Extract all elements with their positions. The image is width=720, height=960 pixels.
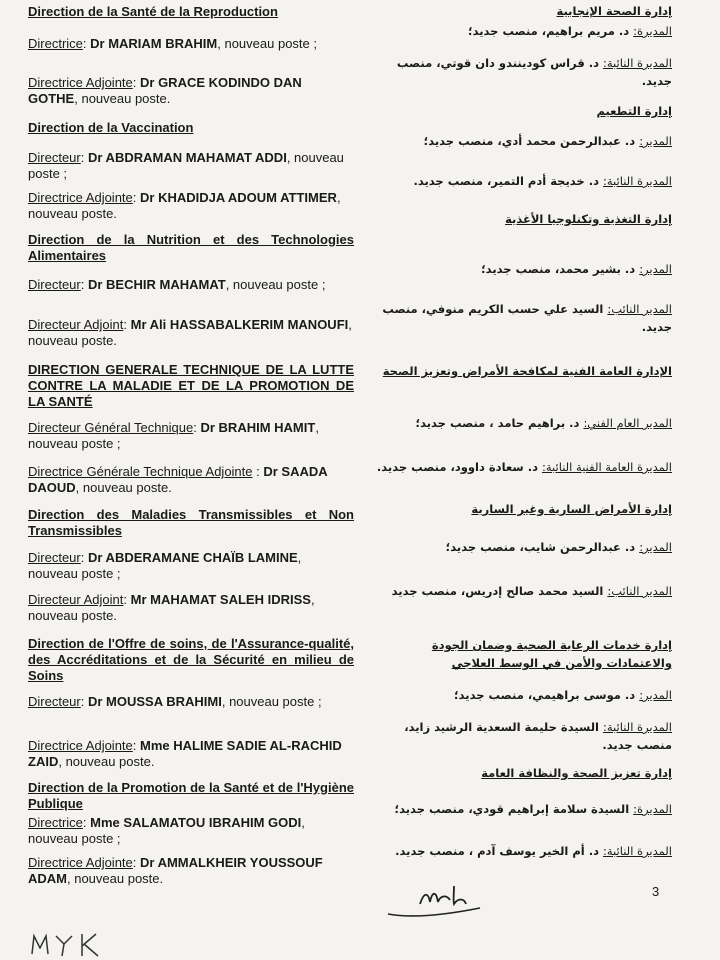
appointment-status: , nouveau poste.	[28, 190, 341, 221]
role-separator: :	[80, 550, 88, 565]
section-heading-fr: Direction de la Santé de la Reproduction	[28, 4, 278, 19]
role-label-ar: المدير:	[639, 134, 672, 148]
role-separator: :	[193, 420, 201, 435]
appointment-status: , nouveau poste.	[58, 754, 155, 769]
appointee-name: Dr BECHIR MAHAMAT	[87, 277, 226, 292]
appointment-entry-fr	[28, 75, 354, 107]
role-separator: :	[82, 815, 91, 830]
appointment-entry-ar	[370, 842, 672, 860]
appointment-entry-fr	[28, 190, 354, 222]
handwritten-note	[28, 930, 128, 958]
section-heading-fr: Direction de la Vaccination	[28, 120, 194, 135]
appointment-status: , nouveau poste ;	[28, 420, 319, 451]
section-heading-fr: Direction de la Nutrition et des Technologies Alimentaires	[28, 232, 354, 263]
role-label-ar: المديرة:	[633, 802, 672, 816]
role-label: Directrice Adjointe	[28, 738, 133, 753]
role-separator: :	[123, 592, 131, 607]
role-label: Directeur	[28, 550, 81, 565]
section-heading-fr: Direction de la Promotion de la Santé et de l'Hygiène Publique	[28, 780, 354, 811]
appointee-name-ar: السيدة حليمة السعدية الرشيد زايد، منصب جديد.	[404, 720, 672, 752]
role-separator: :	[80, 694, 88, 709]
appointment-entry-fr	[28, 550, 354, 582]
appointment-entry-ar	[370, 538, 672, 556]
appointee-name: Dr MARIAM BRAHIM	[90, 36, 218, 51]
appointment-entry-fr	[28, 464, 354, 496]
appointee-name: Dr MOUSSA BRAHIMI	[87, 694, 222, 709]
role-label: Directrice Adjointe	[28, 855, 133, 870]
appointment-entry-fr	[28, 694, 354, 710]
role-label-ar: المدير النائب:	[607, 302, 672, 316]
appointment-entry-fr	[28, 317, 354, 349]
role-label: Directeur Général Technique	[28, 420, 194, 435]
page-number: 3	[652, 884, 660, 899]
appointee-name-ar: د. أم الخير يوسف آدم ، منصب جديد.	[395, 844, 603, 858]
role-label-ar: المديرة النائبة:	[603, 844, 672, 858]
appointee-name: Dr ABDERAMANE CHAÏB LAMINE	[87, 550, 298, 565]
appointment-status: , nouveau poste ;	[225, 277, 326, 292]
appointment-entry-ar	[370, 54, 672, 90]
role-separator: :	[252, 464, 264, 479]
appointment-status: , nouveau poste.	[67, 871, 164, 886]
appointment-entry-ar	[370, 686, 672, 704]
appointment-entry-fr	[28, 420, 354, 452]
section-heading-fr: DIRECTION GENERALE TECHNIQUE DE LA LUTTE CONTRE LA MALADIE ET DE LA PROMOTION DE LA SANTÉ	[28, 362, 354, 409]
appointee-name-ar: د. خديجة أدم التمير، منصب جديد.	[413, 174, 603, 188]
role-label: Directeur	[28, 150, 81, 165]
role-separator: :	[80, 150, 88, 165]
appointment-status: , nouveau poste.	[75, 480, 172, 495]
appointment-status: , nouveau poste ;	[221, 694, 322, 709]
appointee-name-ar: السيدة سلامة إبراهيم قودي، منصب جديد؛	[394, 802, 634, 816]
role-label: Directeur	[28, 694, 81, 709]
role-label: Directrice	[28, 36, 83, 51]
appointment-entry-ar	[370, 414, 672, 432]
appointment-entry-fr	[28, 150, 354, 182]
role-separator: :	[132, 855, 141, 870]
appointment-status: , nouveau poste ;	[28, 815, 305, 846]
role-separator: :	[80, 277, 88, 292]
appointee-name: Dr KHADIDJA ADOUM ATTIMER	[140, 190, 337, 205]
appointment-entry-ar	[370, 300, 672, 336]
role-label-ar: المدير:	[639, 540, 672, 554]
role-separator: :	[132, 190, 141, 205]
role-label: Directrice Adjointe	[28, 75, 133, 90]
role-separator: :	[132, 75, 141, 90]
appointee-name-ar: د. عبدالرحمن شايب، منصب جديد؛	[445, 540, 640, 554]
appointment-entry-ar	[370, 582, 672, 600]
role-label-ar: المدير العام الفني:	[583, 416, 672, 430]
role-separator: :	[82, 36, 91, 51]
section-heading-ar: إدارة الصحة الإنجابية	[556, 4, 672, 18]
role-separator: :	[132, 738, 141, 753]
section-heading-fr: Direction de l'Offre de soins, de l'Assurance-qualité, des Accréditations et de la Sécurité en milieu de Soins	[28, 636, 354, 683]
appointment-status: , nouveau poste ;	[28, 150, 344, 181]
role-label: Directrice Adjointe	[28, 190, 133, 205]
appointee-name: Mme HALIME SADIE AL-RACHID ZAID	[28, 738, 342, 769]
appointee-name: Dr AMMALKHEIR YOUSSOUF ADAM	[28, 855, 323, 886]
appointment-entry-ar	[370, 718, 672, 754]
appointee-name: Mme SALAMATOU IBRAHIM GODI	[90, 815, 302, 830]
appointment-entry-fr	[28, 738, 354, 770]
appointment-status: , nouveau poste ;	[28, 550, 302, 581]
section-heading-ar: إدارة خدمات الرعاية الصحية وضمان الجودة والاعتمادات والأمن في الوسط العلاجي	[431, 638, 672, 670]
appointment-status: , nouveau poste ;	[217, 36, 317, 51]
appointment-entry-ar	[370, 260, 672, 278]
section-heading-ar: إدارة تعزيز الصحة والنظافة العامة	[481, 766, 672, 780]
appointment-entry-fr	[28, 815, 354, 847]
appointee-name: Mr Ali HASSABALKERIM MANOUFI	[130, 317, 349, 332]
appointee-name-ar: د. موسى براهيمي، منصب جديد؛	[454, 688, 640, 702]
appointee-name-ar: د. سعادة داوود، منصب جديد.	[376, 460, 542, 474]
role-label-ar: المديرة:	[633, 24, 672, 38]
role-label-ar: المديرة النائبة:	[603, 720, 672, 734]
appointee-name: Dr BRAHIM HAMIT	[200, 420, 316, 435]
role-label-ar: المدير:	[639, 262, 672, 276]
appointee-name-ar: د. بشير محمد، منصب جديد؛	[481, 262, 640, 276]
section-heading-ar: إدارة التغذية وتكنلوجيا الأغذية	[505, 212, 672, 226]
role-separator: :	[123, 317, 131, 332]
appointment-status: , nouveau poste.	[28, 317, 352, 348]
role-label: Directrice Générale Technique Adjointe	[28, 464, 253, 479]
appointment-entry-fr	[28, 855, 354, 887]
appointment-entry-fr	[28, 277, 354, 293]
role-label: Directrice	[28, 815, 83, 830]
appointment-entry-ar	[370, 132, 672, 150]
appointment-entry-ar	[370, 172, 672, 190]
role-label-ar: المديرة العامة الفنية النائبة:	[541, 460, 672, 474]
appointee-name: Mr MAHAMAT SALEH IDRISS	[130, 592, 311, 607]
role-label: Directeur Adjoint	[28, 592, 124, 607]
role-label-ar: المدير النائب:	[607, 584, 672, 598]
appointee-name-ar: د. قراس كودينندو دان قوتي، منصب جديد.	[396, 56, 672, 88]
section-heading-fr: Direction des Maladies Transmissibles et Non Transmissibles	[28, 507, 354, 538]
appointment-entry-ar	[370, 22, 672, 40]
appointment-entry-fr	[28, 36, 354, 52]
appointee-name: Dr GRACE KODINDO DAN GOTHE	[28, 75, 302, 106]
appointment-entry-ar	[370, 800, 672, 818]
appointment-entry-fr	[28, 592, 354, 624]
appointee-name: Dr SAADA DAOUD	[28, 464, 328, 495]
appointment-status: , nouveau poste.	[74, 91, 171, 106]
role-label-ar: المديرة النائبة:	[603, 174, 672, 188]
appointment-status: , nouveau poste.	[28, 592, 315, 623]
appointee-name-ar: د. عبدالرحمن محمد أدي، منصب جديد؛	[423, 134, 640, 148]
appointee-name-ar: السيد علي حسب الكريم منوفي، منصب جديد.	[382, 302, 672, 334]
appointee-name-ar: د. مريم براهيم، منصب جديد؛	[467, 24, 634, 38]
appointee-name-ar: د. براهيم حامد ، منصب جديد؛	[415, 416, 584, 430]
appointment-entry-ar	[370, 458, 672, 476]
section-heading-ar: إدارة التطعيم	[596, 104, 672, 118]
role-label: Directeur	[28, 277, 81, 292]
section-heading-ar: الإدارة العامة الفنية لمكافحة الأمراض وتعزيز الصحة	[382, 364, 672, 378]
appointee-name: Dr ABDRAMAN MAHAMAT ADDI	[87, 150, 287, 165]
section-heading-ar: إدارة الأمراض السارية وغير السارية	[471, 502, 672, 516]
role-label: Directeur Adjoint	[28, 317, 124, 332]
role-label-ar: المدير:	[639, 688, 672, 702]
appointee-name-ar: السيد محمد صالح إدريس، منصب جديد	[391, 584, 608, 598]
role-label-ar: المديرة النائبة:	[603, 56, 672, 70]
signature-icon	[380, 878, 490, 923]
